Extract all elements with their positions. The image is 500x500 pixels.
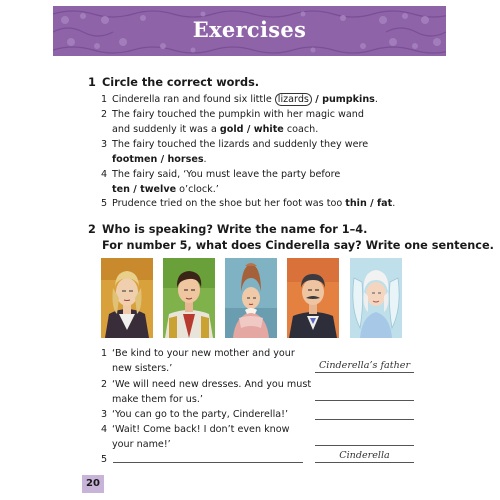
quote-text: new sisters.’ bbox=[112, 363, 173, 374]
item-text: and suddenly it was a bbox=[112, 124, 220, 135]
character-pictures bbox=[101, 258, 414, 338]
answer-line-2[interactable] bbox=[315, 400, 414, 401]
item-number: 5 bbox=[101, 454, 108, 465]
item-text: Cinderella ran and found six little bbox=[112, 94, 275, 105]
choice-options: footmen / horses bbox=[112, 154, 204, 165]
item-text-end: . bbox=[392, 198, 396, 209]
item-text: The fairy touched the pumpkin with her magic wand bbox=[112, 109, 364, 120]
fairy-godmother-picture bbox=[350, 258, 402, 338]
item-text: The fairy touched the lizards and suddenly they were bbox=[112, 139, 369, 150]
exercise-number: 2 bbox=[88, 223, 96, 236]
title-banner bbox=[53, 6, 446, 56]
answer-line-5[interactable] bbox=[315, 462, 414, 463]
quote-text: make them for us.’ bbox=[112, 394, 203, 405]
item-text-end: coach. bbox=[283, 124, 319, 135]
item-number: 3 bbox=[101, 409, 108, 420]
item-number: 4 bbox=[101, 169, 108, 180]
exercise-instruction-line-1: Who is speaking? Write the name for 1–4. bbox=[102, 223, 368, 236]
item-text: The fairy said, ‘You must leave the party before bbox=[112, 169, 341, 180]
exercise-2-heading bbox=[88, 222, 494, 258]
stepsister-picture bbox=[225, 258, 277, 338]
answer-1-text: Cinderella’s father bbox=[318, 360, 411, 371]
exercise-number: 1 bbox=[88, 76, 96, 89]
item-number: 1 bbox=[101, 94, 108, 105]
cinderellas-father-picture bbox=[287, 258, 339, 338]
quote-text: ‘Wait! Come back! I don’t even know bbox=[112, 424, 290, 435]
item-number: 2 bbox=[101, 109, 108, 120]
stepmother-picture bbox=[101, 258, 153, 338]
exercise-instruction: Circle the correct words. bbox=[102, 76, 260, 89]
item-number: 4 bbox=[101, 424, 108, 435]
item-text-end: . bbox=[203, 154, 207, 165]
quote-text: ‘You can go to the party, Cinderella!’ bbox=[112, 409, 289, 420]
answer-5-speaker: Cinderella bbox=[339, 450, 390, 461]
quote-text: your name!’ bbox=[112, 439, 171, 450]
choice-option: / pumpkins bbox=[311, 94, 375, 105]
item-text-end: . bbox=[374, 94, 378, 105]
page-title: Exercises bbox=[192, 17, 307, 42]
answer-line-1[interactable] bbox=[315, 372, 414, 373]
item-number: 3 bbox=[101, 139, 108, 150]
answer-line-3[interactable] bbox=[315, 419, 414, 420]
prince-picture bbox=[163, 258, 215, 338]
quote-text: ‘Be kind to your new mother and your bbox=[112, 348, 295, 359]
choice-options: gold / white bbox=[219, 124, 284, 135]
item-text-end: o’clock.’ bbox=[176, 184, 219, 195]
choice-options: thin / fat bbox=[345, 198, 393, 209]
answer-line-4[interactable] bbox=[315, 445, 414, 446]
item-number: 5 bbox=[101, 198, 108, 209]
circled-answer: lizards bbox=[275, 93, 312, 106]
quote-text: ‘We will need new dresses. And you must bbox=[112, 379, 312, 390]
page-number: 20 bbox=[82, 475, 104, 493]
item-number: 2 bbox=[101, 379, 108, 390]
exercise-instruction-line-2: For number 5, what does Cinderella say? Write one sentence. bbox=[102, 239, 494, 252]
item-text: Prudence tried on the shoe but her foot was too bbox=[112, 198, 346, 209]
sentence-answer-line-5[interactable] bbox=[113, 462, 303, 463]
choice-options: ten / twelve bbox=[112, 184, 177, 195]
item-number: 1 bbox=[101, 348, 108, 359]
